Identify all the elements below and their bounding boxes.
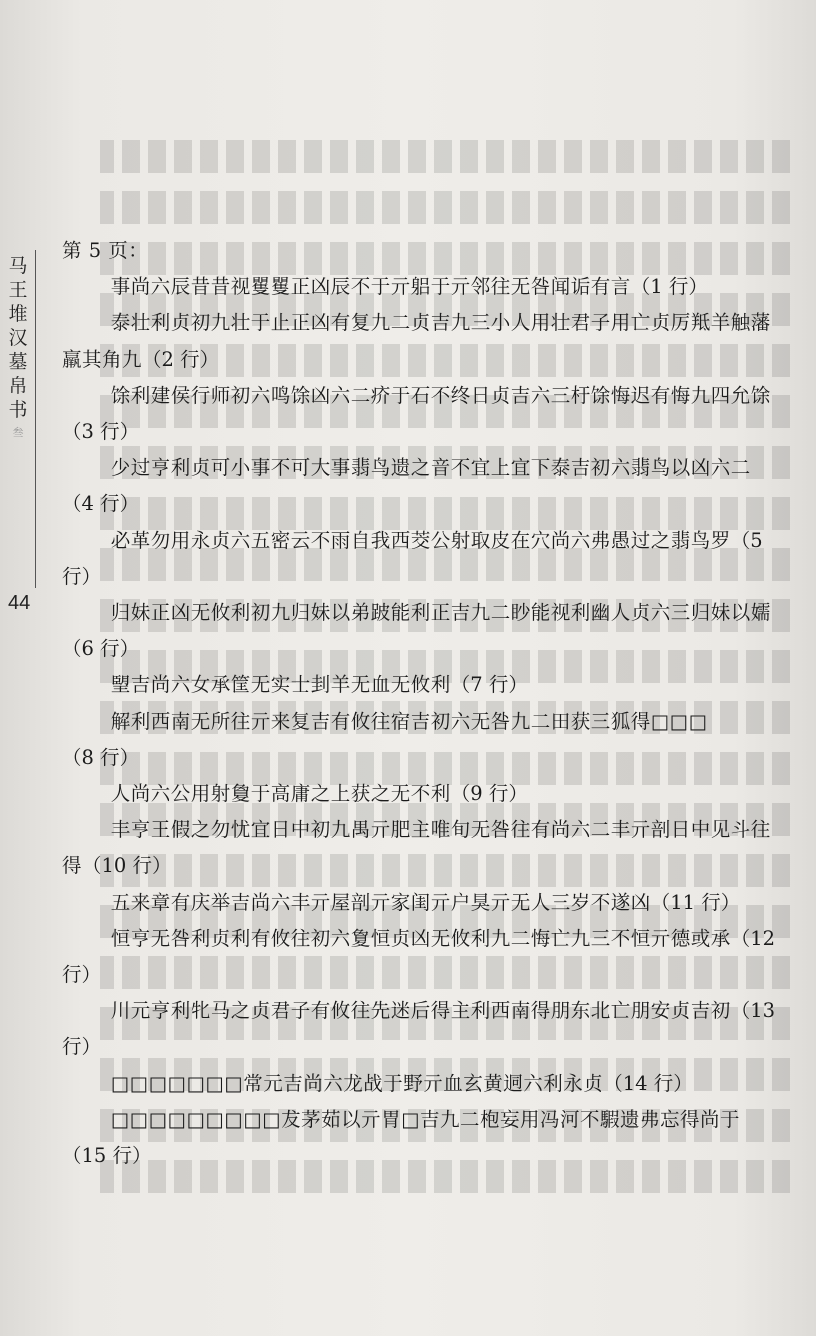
title-char: 墓: [8, 351, 28, 373]
volume-subtitle: 叁: [12, 426, 24, 439]
line-text: 事尚六辰昔昔视矍矍正凶辰不于亓躳于亓邻往无咎闻诟有言: [110, 275, 631, 299]
line-number: （15 行）: [62, 1144, 152, 1168]
title-char: 汉: [8, 327, 28, 349]
line-text: 解利西南无所往亓来复吉有攸往宿吉初六无咎九二田获三狐得□□□: [110, 709, 708, 733]
title-char: 王: [8, 279, 28, 301]
line-text: 川元亨利牝马之贞君子有攸往先迷后得主利西南得朋东北亡朋安贞吉初: [110, 999, 731, 1023]
side-divider: [35, 250, 36, 588]
line-14: [62, 1066, 782, 1102]
line-number: （5 行）: [62, 528, 763, 588]
title-char: 堆: [8, 303, 28, 325]
line-12: [62, 921, 782, 993]
line-5: [62, 523, 782, 595]
section-heading: 第 5 页：: [62, 239, 149, 262]
line-3: [62, 378, 782, 450]
line-number: （11 行）: [650, 890, 741, 914]
line-number: （13 行）: [62, 999, 776, 1059]
line-number: （8 行）: [62, 745, 140, 769]
page-number: 44: [8, 592, 31, 614]
line-number: （2 行）: [142, 347, 220, 371]
line-text: 人尚六公用射敻于高庸之上获之无不利: [110, 782, 451, 806]
line-13: [62, 993, 782, 1065]
line-text: 少过亨利贞可小事不可大事翡鸟遗之音不宜上宜下泰吉初六翡鸟以凶六二: [110, 456, 751, 480]
line-number: （1 行）: [630, 275, 708, 299]
line-number: （6 行）: [62, 637, 140, 661]
line-text: □□□□□□□常元吉尚六龙战于野亓血玄黄迵六利永贞: [110, 1071, 604, 1095]
line-text: 五来章有庆举吉尚六丰亓屋剖亓家闺亓户狊亓无人三岁不遂凶: [110, 890, 651, 914]
line-number: （3 行）: [62, 420, 140, 444]
line-10: [62, 812, 782, 884]
line-text: 恒亨无咎利贞利有攸往初六夐恒贞凶无攸利九二悔亡九三不恒亓德或承: [110, 926, 731, 950]
line-15: [62, 1102, 782, 1174]
title-char: 书: [8, 399, 28, 421]
line-1: [62, 269, 782, 305]
line-text: 归妹正凶无攸利初九归妹以弟跛能利正吉九二眇能视利幽人贞六三归妹以嬬: [110, 601, 771, 625]
running-book-title: [7, 254, 29, 439]
line-6: [62, 595, 782, 667]
line-text: □□□□□□□□□犮茅茹以亓胃□吉九二枹妄用冯河不騢遗弗忘得尚于: [110, 1107, 740, 1131]
title-char: 马: [8, 255, 28, 277]
line-7: [62, 667, 782, 703]
line-text: 馀利建侯行师初六鸣馀凶六二疥于石不终日贞吉六三杅馀悔迟有悔九四允馀: [110, 383, 771, 407]
line-4: [62, 450, 782, 522]
line-number: （4 行）: [62, 492, 140, 516]
line-text: 朢吉尚六女承筐无实士刲羊无血无攸利: [110, 673, 451, 697]
line-number: （14 行）: [603, 1071, 693, 1095]
line-number: （10 行）: [82, 854, 172, 878]
line-number: （9 行）: [450, 782, 528, 806]
line-2: [62, 305, 782, 377]
title-char: 帛: [8, 375, 28, 397]
line-11: [62, 885, 782, 921]
line-text: 丰亨王假之勿忧宜日中初九禺亓肥主唯旬无咎往有尚六二丰亓剖日中见斗往得: [62, 818, 771, 878]
line-9: [62, 776, 782, 812]
line-number: （7 行）: [450, 673, 528, 697]
transcription-body: [62, 233, 782, 1174]
line-text: 必革勿用永贞六五密云不雨自我西茭公射取皮在穴尚六弗愚过之翡鸟罗: [110, 528, 731, 552]
line-8: [62, 704, 782, 776]
line-number: （12 行）: [62, 926, 776, 987]
line-text: 泰壮利贞初九壮于止正凶有复九二贞吉九三小人用壮君子用亡贞厉羝羊触藩羸其角九: [62, 311, 771, 371]
